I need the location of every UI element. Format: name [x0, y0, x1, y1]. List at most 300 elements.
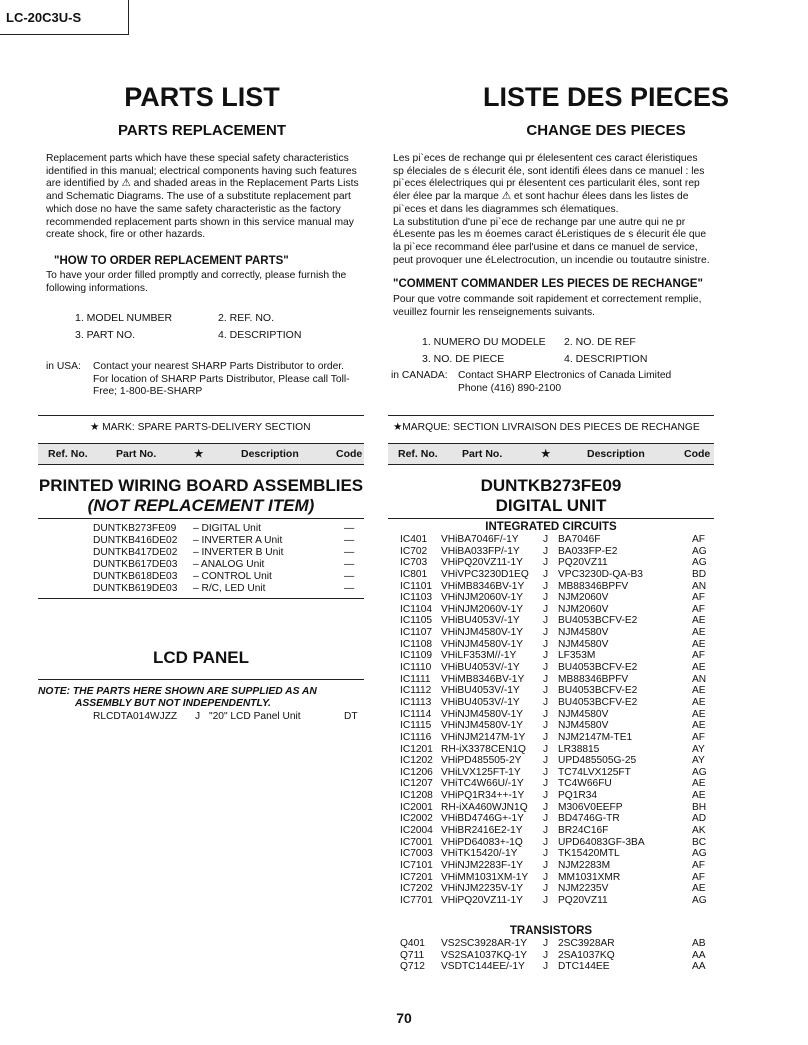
delivery-mark: J [543, 859, 549, 871]
field-desc: 4. DESCRIPTION [218, 329, 302, 341]
parts-list-title: PARTS LIST [124, 82, 280, 112]
lcd-note-line2: ASSEMBLY BUT NOT INDEPENDENTLY. [75, 698, 271, 709]
ref-no: Q401 [400, 938, 425, 949]
pwb-row [0, 535, 404, 547]
description: PQ1R34 [558, 790, 598, 802]
ref-no: Q711 [400, 949, 425, 961]
part-no: VHiBA7046F/-1Y [441, 534, 519, 545]
delivery-mark: J [543, 685, 549, 697]
ref-no: IC2004 [400, 825, 433, 836]
table-row [400, 961, 712, 973]
ref-no: IC1116 [400, 731, 432, 743]
ref-no: IC703 [400, 557, 428, 569]
pwb-part: DUNTKB417DE02 [93, 546, 178, 558]
part-no: VHiMB8346BV-1Y [441, 673, 525, 685]
description: BA033FP-E2 [558, 545, 618, 557]
ref-no: IC1110 [400, 662, 432, 674]
description: MM1031XMR [558, 871, 621, 883]
howto-text [46, 270, 362, 295]
ref-no: IC1115 [400, 720, 432, 732]
change-des-pieces-subtitle: CHANGE DES PIECES [526, 122, 686, 139]
delivery-mark: J [543, 627, 549, 639]
pwb-part: DUNTKB273FE09 [93, 523, 177, 534]
part-no: VHiBA033FP/-1Y [441, 545, 520, 557]
comment-commander-title: "COMMENT COMMANDER LES PIECES DE RECHANGE" [393, 278, 703, 290]
ref-no: IC7701 [400, 894, 433, 906]
table-row [400, 604, 712, 616]
table-row [400, 569, 712, 581]
pwb-row [0, 559, 404, 571]
left-intro-line: create shock, fire or other hazards. [46, 229, 206, 241]
pwb-part: DUNTKB416DE02 [93, 534, 178, 546]
ref-no: IC7003 [400, 848, 433, 860]
right-intro-line: peut provoquer une éLelectrocution, un incendie ou toutautre sinistre. [393, 254, 710, 266]
delivery-mark: J [543, 825, 549, 836]
pwb-code: — [344, 546, 355, 558]
description: NJM4580V [558, 708, 609, 720]
code: AD [692, 813, 707, 825]
pwb-code: — [344, 523, 355, 534]
champ-desc: 4. DESCRIPTION [564, 353, 648, 365]
code: AE [692, 883, 706, 895]
code: AF [692, 731, 706, 743]
part-no: VHiNJM4580V-1Y [441, 638, 524, 650]
delivery-mark: J [543, 790, 549, 802]
right-intro-line: sp éleciales de s élecurit éle, sont identifi élees dans ce manuel : les [393, 165, 705, 177]
canada-line: Phone (416) 890-2100 [458, 382, 562, 394]
part-no: VHiPQ1R34++-1Y [441, 790, 525, 802]
ref-no: IC7202 [400, 883, 433, 895]
delivery-mark: J [543, 949, 549, 961]
code: AF [692, 650, 706, 662]
ref-no: IC1208 [400, 790, 433, 802]
delivery-mark: J [543, 638, 549, 650]
part-no: VHiNJM4580V-1Y [441, 627, 524, 639]
code: AG [692, 545, 707, 557]
table-row [400, 615, 712, 627]
right-intro-line: pi`eces et dans les diagrammes sch élematiques. [393, 203, 619, 215]
ref-no: IC401 [400, 534, 428, 545]
model-number: LC-20C3U-S [6, 10, 82, 25]
ic-list [400, 534, 712, 909]
pwb-desc: – INVERTER A Unit [193, 534, 283, 546]
part-no: VHiPQ20VZ11-1Y [441, 894, 523, 906]
description: PQ20VZ11 [558, 894, 608, 906]
liste-des-pieces-title: LISTE DES PIECES [482, 82, 730, 112]
table-row [400, 581, 712, 593]
code: AE [692, 615, 706, 627]
table-row [400, 592, 712, 604]
code: BD [692, 568, 707, 580]
table-row [400, 546, 712, 558]
code: AY [692, 743, 705, 755]
divider [38, 598, 364, 599]
field-model: 1. MODEL NUMBER [75, 312, 173, 324]
description: MB88346BPFV [558, 673, 629, 685]
left-intro-line: identified in this manual; electrical components having such features [46, 165, 357, 177]
transistor-list [400, 938, 712, 974]
description: PQ20VZ11 [558, 557, 608, 569]
code: AK [692, 825, 706, 836]
delivery-mark: J [543, 592, 549, 604]
code: AF [692, 871, 706, 883]
champ-ref: 2. NO. DE REF [564, 336, 636, 348]
part-no: RH-iX3378CEN1Q [441, 743, 526, 755]
part-no: VHiBR2416E2-1Y [441, 825, 523, 836]
code: AN [692, 673, 707, 685]
part-no: VHiPD64083+-1Q [441, 836, 523, 848]
left-intro-line: recommended replacement parts shown in this service manual may [46, 216, 354, 228]
table-row [400, 837, 712, 849]
part-no: VHiLVX125FT-1Y [441, 766, 521, 778]
ic-heading: INTEGRATED CIRCUITS [485, 521, 617, 533]
ref-no: IC1101 [400, 580, 433, 592]
delivery-mark: J [543, 938, 549, 949]
description: NJM2060V [558, 603, 609, 615]
code: AF [692, 603, 706, 615]
delivery-mark: J [543, 720, 549, 732]
right-intro-line: La substitution d'une pi`ece de rechange par une autre qui ne pr [393, 216, 686, 228]
field-ref: 2. REF. NO. [218, 312, 275, 324]
table-row [400, 848, 712, 860]
code: AB [692, 938, 706, 949]
ref-no: IC1104 [400, 603, 433, 615]
description: DTC144EE [558, 961, 610, 973]
part-no: VHiPQ20VZ11-1Y [441, 557, 523, 569]
left-intro-line: and Schematic Diagrams. The use of a substitute replacement part [46, 191, 351, 203]
table-row [400, 662, 712, 674]
part-no: VHiTC4W66U/-1Y [441, 778, 524, 790]
header-desc: Description [587, 448, 645, 460]
description: NJM4580V [558, 627, 609, 639]
comment-line: veuillez fournir les renseignements suivants. [393, 306, 596, 318]
delivery-mark: J [543, 580, 549, 592]
table-row [400, 883, 712, 895]
ref-no: IC702 [400, 545, 428, 557]
pwb-code: — [344, 570, 355, 582]
delivery-mark: J [543, 836, 549, 848]
description: TC74LVX125FT [558, 766, 631, 778]
ref-no: IC1103 [400, 592, 433, 604]
mark-note-en: ★ MARK: SPARE PARTS-DELIVERY SECTION [90, 422, 311, 433]
description: NJM4580V [558, 638, 609, 650]
code: AA [692, 949, 706, 961]
table-row [400, 860, 712, 872]
description: 2SC3928AR [558, 938, 615, 949]
header-part: Part No. [462, 448, 503, 460]
model-tab [0, 0, 129, 35]
code: AF [692, 534, 706, 545]
table-row [400, 950, 712, 962]
field-part: 3. PART NO. [75, 329, 136, 341]
table-row [400, 557, 712, 569]
part-no: VHiBD4746G+-1Y [441, 813, 524, 825]
description: NJM2060V [558, 592, 609, 604]
description: M306V0EEFP [558, 801, 623, 813]
lcd-title: LCD PANEL [152, 648, 249, 667]
delivery-mark: J [543, 961, 549, 973]
part-no: VS2SA1037KQ-1Y [441, 949, 528, 961]
ref-no: IC1107 [400, 627, 433, 639]
delivery-mark: J [543, 731, 549, 743]
header-desc: Description [241, 448, 299, 460]
ref-no: IC1207 [400, 778, 433, 790]
page-number: 70 [396, 1010, 412, 1026]
delivery-mark: J [543, 545, 549, 557]
table-row [400, 813, 712, 825]
delivery-mark: J [543, 871, 549, 883]
ref-no: IC1113 [400, 696, 432, 708]
parts-replacement-subtitle: PARTS REPLACEMENT [117, 122, 287, 139]
table-row [400, 732, 712, 744]
delivery-mark: J [543, 848, 549, 860]
code: AE [692, 662, 706, 674]
part-no: VHiNJM4580V-1Y [441, 720, 524, 732]
right-intro [393, 153, 711, 267]
right-intro-line: éLesente pas les m éoemes caract éLeristiques de s élecurit éle que [393, 229, 707, 241]
right-intro-line: la pi`ece recommand élee parl'usine et dans ce manuel de service, [393, 241, 698, 253]
code: AN [692, 580, 707, 592]
part-no: VHiNJM2147M-1Y [441, 731, 526, 743]
code: BC [692, 836, 707, 848]
part-no: VHiBU4053V/-1Y [441, 615, 520, 627]
code: AE [692, 627, 706, 639]
table-row [400, 938, 712, 950]
description: BD4746G-TR [558, 813, 620, 825]
lcd-note-line1: NOTE: THE PARTS HERE SHOWN ARE SUPPLIED AS AN [38, 686, 317, 697]
divider [38, 415, 364, 416]
pwb-code: — [344, 558, 355, 570]
divider [388, 518, 714, 519]
ref-no: IC1202 [400, 755, 433, 767]
table-header-left [38, 443, 364, 465]
delivery-mark: J [543, 696, 549, 708]
delivery-mark: J [543, 568, 549, 580]
canada-label: in CANADA: [391, 370, 448, 381]
pwb-row [0, 571, 404, 583]
description: MB88346BPFV [558, 580, 629, 592]
part-no: VHiNJM2060V-1Y [441, 603, 524, 615]
usa-label: in USA: [46, 361, 81, 372]
ref-no: IC7001 [400, 836, 433, 848]
delivery-mark: J [543, 662, 549, 674]
table-row [400, 767, 712, 779]
description: TK15420MTL [558, 848, 620, 860]
champ-piece: 3. NO. DE PIECE [422, 353, 505, 365]
ref-no: IC7201 [400, 871, 433, 883]
part-no: VHiNJM2060V-1Y [441, 592, 524, 604]
comment-line: Pour que votre commande soit rapidement et correctement remplie, [393, 294, 702, 305]
canada-line: Contact SHARP Electronics of Canada Limited [458, 370, 672, 381]
code: AA [692, 961, 706, 973]
code: BH [692, 801, 707, 813]
divider [388, 415, 714, 416]
header-part: Part No. [116, 448, 157, 460]
part-no: VHiBU4053V/-1Y [441, 685, 520, 697]
description: VPC3230D-QA-B3 [558, 568, 643, 580]
table-row [400, 534, 712, 546]
delivery-mark: J [543, 650, 549, 662]
lcd-row [0, 711, 404, 723]
code: AE [692, 696, 706, 708]
usa-line: Contact your nearest SHARP Parts Distributor to order. [93, 361, 345, 372]
delivery-mark: J [543, 778, 549, 790]
table-row [400, 709, 712, 721]
digital-subtitle: DIGITAL UNIT [495, 496, 607, 515]
canada-contact [458, 370, 718, 395]
ref-no: IC2002 [400, 813, 433, 825]
pwb-row [0, 523, 404, 535]
part-no: VHiVPC3230D1EQ [441, 568, 529, 580]
part-no: VHiMM1031XM-1Y [441, 871, 529, 883]
ref-no: IC1111 [400, 673, 431, 685]
divider [38, 518, 364, 519]
delivery-mark: J [543, 813, 549, 825]
pwb-subtitle: (NOT REPLACEMENT ITEM) [87, 496, 315, 515]
table-row [400, 744, 712, 756]
lcd-part: RLCDTA014WJZZ [93, 711, 178, 722]
left-intro-line: are identified by ⚠ and shaded areas in the Replacement Parts Lists [46, 178, 359, 190]
code: AG [692, 557, 707, 569]
description: BR24C16F [558, 825, 609, 836]
left-intro-line: Replacement parts which have these special safety characteristics [46, 153, 349, 164]
header-ref: Ref. No. [398, 448, 438, 460]
delivery-mark: J [543, 801, 549, 813]
part-no: VHiTK15420/-1Y [441, 848, 518, 860]
code: AF [692, 592, 706, 604]
pwb-desc: – INVERTER B Unit [193, 546, 284, 558]
code: AE [692, 778, 706, 790]
description: UPD485505G-25 [558, 755, 637, 767]
code: AE [692, 685, 706, 697]
table-row [400, 697, 712, 709]
howto-line: following informations. [46, 282, 148, 294]
ref-no: IC1112 [400, 685, 432, 697]
table-row [400, 639, 712, 651]
description: NJM2235V [558, 883, 609, 895]
lcd-code: DT [344, 711, 358, 722]
ref-no: IC7101 [400, 859, 433, 871]
lcd-star: J [195, 711, 201, 722]
header-star: ★ [194, 448, 204, 460]
description: LR38815 [558, 743, 600, 755]
pwb-code: — [344, 534, 355, 546]
delivery-mark: J [543, 557, 549, 569]
code: AG [692, 894, 707, 906]
delivery-mark: J [543, 894, 549, 906]
part-no: VHiLF353M//-1Y [441, 650, 517, 662]
code: AE [692, 790, 706, 802]
header-ref: Ref. No. [48, 448, 88, 460]
code: AE [692, 720, 706, 732]
pwb-desc: – DIGITAL Unit [193, 523, 261, 534]
delivery-mark: J [543, 883, 549, 895]
ref-no: IC1109 [400, 650, 433, 662]
description: NJM2283M [558, 859, 611, 871]
delivery-mark: J [543, 673, 549, 685]
table-row [400, 872, 712, 884]
header-code: Code [684, 448, 711, 460]
comment-text [393, 294, 711, 319]
delivery-mark: J [543, 603, 549, 615]
pwb-part: DUNTKB617DE03 [93, 558, 178, 570]
digital-part-title: DUNTKB273FE09 [480, 476, 622, 495]
pwb-part: DUNTKB619DE03 [93, 582, 178, 594]
description: BU4053BCFV-E2 [558, 615, 638, 627]
table-row [400, 685, 712, 697]
divider [38, 679, 364, 680]
code: AY [692, 755, 705, 767]
description: BA7046F [558, 534, 601, 545]
howto-title: "HOW TO ORDER REPLACEMENT PARTS" [54, 255, 289, 267]
description: BU4053BCFV-E2 [558, 685, 638, 697]
code: AE [692, 708, 706, 720]
pwb-title: PRINTED WIRING BOARD ASSEMBLIES [38, 476, 364, 495]
code: AG [692, 848, 707, 860]
header-code: Code [336, 448, 363, 460]
description: UPD64083GF-3BA [558, 836, 645, 848]
description: NJM2147M-TE1 [558, 731, 633, 743]
part-no: RH-iXA460WJN1Q [441, 801, 528, 813]
left-intro-line: which dose no have the same safety characteristic as the factory [46, 203, 341, 215]
transistor-heading: TRANSISTORS [509, 925, 593, 937]
table-row [400, 627, 712, 639]
ref-no: IC1114 [400, 708, 432, 720]
table-row [400, 720, 712, 732]
mark-note-fr: ★MARQUE: SECTION LIVRAISON DES PIECES DE RECHANGE [393, 422, 700, 433]
howto-line: To have your order filled promptly and correctly, please furnish the [46, 270, 347, 281]
description: TC4W66FU [558, 778, 612, 790]
ref-no: Q712 [400, 961, 425, 973]
right-intro-line: éler élee par la marque ⚠ et sont hachur élees dans les listes de [393, 191, 689, 203]
table-header-right [388, 443, 714, 465]
part-no: VSDTC144EE/-1Y [441, 961, 525, 973]
right-intro-line: Les pi`eces de rechange qui pr élelesentent ces caract éleristiques [393, 153, 698, 164]
ref-no: IC1108 [400, 638, 433, 650]
table-row [400, 674, 712, 686]
ref-no: IC801 [400, 568, 428, 580]
part-no: VHiNJM2235V-1Y [441, 883, 524, 895]
table-row [400, 790, 712, 802]
pwb-desc: – CONTROL Unit [193, 570, 272, 582]
ref-no: IC1201 [400, 743, 433, 755]
delivery-mark: J [543, 615, 549, 627]
description: NJM4580V [558, 720, 609, 732]
table-row [400, 825, 712, 837]
left-intro [46, 153, 362, 242]
ref-no: IC2001 [400, 801, 433, 813]
right-intro-line: pi`eces élelectriques qui pr élesentent ces particularit éles, sont rep [393, 178, 700, 190]
usa-line: For location of SHARP Parts Distributor, Please call Toll- [93, 373, 350, 385]
header-star: ★ [541, 448, 551, 460]
description: 2SA1037KQ [558, 949, 615, 961]
delivery-mark: J [543, 708, 549, 720]
pwb-row [0, 547, 404, 559]
lcd-desc: "20" LCD Panel Unit [209, 711, 301, 722]
code: AG [692, 766, 707, 778]
table-row [400, 802, 712, 814]
part-no: VHiBU4053V/-1Y [441, 696, 520, 708]
table-row [400, 755, 712, 767]
delivery-mark: J [543, 534, 549, 545]
delivery-mark: J [543, 755, 549, 767]
code: AE [692, 638, 706, 650]
table-row [400, 895, 712, 907]
description: LF353M [558, 650, 596, 662]
description: BU4053BCFV-E2 [558, 696, 638, 708]
pwb-desc: – R/C, LED Unit [193, 582, 266, 594]
usa-contact [93, 361, 363, 399]
